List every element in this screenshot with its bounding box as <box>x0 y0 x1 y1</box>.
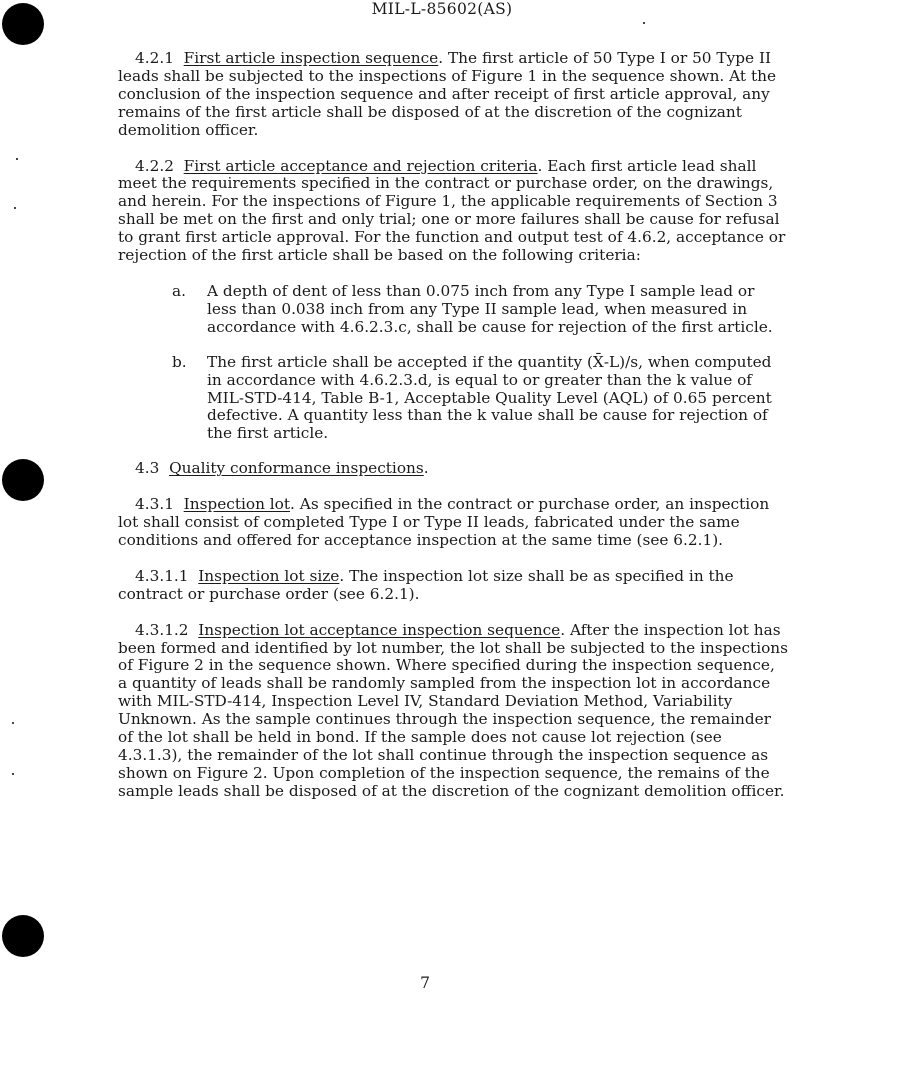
section-number: 4.3.1.1 <box>135 566 189 585</box>
scan-speck <box>12 722 14 724</box>
document-body <box>118 50 788 819</box>
paragraph-4-3-1-2 <box>118 622 788 801</box>
section-title: Inspection lot <box>183 495 291 514</box>
heading-4-3 <box>118 460 788 478</box>
section-number: 4.2.2 <box>135 156 174 175</box>
document-header: MIL-L-85602(AS) <box>371 0 513 18</box>
section-title: Inspection lot acceptance inspection sequence <box>198 620 561 639</box>
section-title: Quality conformance inspections <box>169 459 424 478</box>
criteria-item-a <box>118 283 788 337</box>
section-text: . The inspection lot size shall be as specified in the contract or purchase order (see 6.2.1). <box>118 566 734 603</box>
binder-hole-middle <box>2 459 44 501</box>
scan-speck <box>643 22 645 24</box>
list-label: a. <box>172 281 186 300</box>
list-text: A depth of dent of less than 0.075 inch from any Type I sample lead or less than 0.038 inch from any Type II sample lead, when measured in accordance with 4.6.2.3.c, shall be cause for rejection of the first article. <box>207 281 773 336</box>
section-text: . After the inspection lot has been formed and identified by lot number, the lot shall be subjected to the inspections of Figure 2 in the sequence shown. Where specified during the inspection sequence, a quantity of leads shall be randomly sampled from the inspection lot in accordance with MIL-STD-414, Inspection Level IV, Standard Deviation Method, Variability Unknown. As the sample continues through the inspection sequence, the remainder of the lot shall be held in bond. If the sample does not cause lot rejection (see 4.3.1.3), the remainder of the lot shall continue through the inspection sequence as shown on Figure 2. Upon completion of the inspection sequence, the remains of the sample leads shall be disposed of at the discretion of the cognizant demolition officer. <box>118 620 788 800</box>
paragraph-4-2-2 <box>118 158 788 265</box>
section-text: . The first article of 50 Type I or 50 Type II leads shall be subjected to the inspections of Figure 1 in the sequence shown. At the conclusion of the inspection sequence and after receipt of first article approval, any remains of the first article shall be disposed of at the discretion of the cognizant demolition officer. <box>118 49 776 139</box>
section-number: 4.3.1.2 <box>135 620 189 639</box>
section-number: 4.2.1 <box>135 49 174 67</box>
binder-hole-bottom <box>2 915 44 957</box>
paragraph-4-2-1 <box>118 50 788 140</box>
criteria-item-b <box>118 354 788 444</box>
section-number: 4.3 <box>135 459 160 478</box>
list-label: b. <box>172 352 187 371</box>
list-text: The first article shall be accepted if the quantity (X̄-L)/s, when computed in accordance with 4.6.2.3.d, is equal to or greater than the k value of MIL-STD-414, Table B-1, Acceptable Quality Level (AQL) of 0.65 percent defective. A quantity less than the k value shall be cause for rejection of the first article. <box>207 352 772 443</box>
section-title: Inspection lot size <box>198 566 340 585</box>
section-number: 4.3.1 <box>135 495 174 514</box>
section-text: . Each first article lead shall meet the requirements specified in the contract or purchase order, on the drawings, and herein. For the inspections of Figure 1, the applicable requirements of Section 3 shall be met on the first and only trial; one or more failures shall be cause for refusal to grant first article approval. For the function and output test of 4.6.2, acceptance or rejection of the first article shall be based on the following criteria: <box>118 156 786 265</box>
section-text: . <box>423 459 429 478</box>
page-number: 7 <box>420 974 430 992</box>
paragraph-4-3-1 <box>118 496 788 550</box>
scan-speck <box>14 207 16 209</box>
paragraph-4-3-1-1 <box>118 568 788 604</box>
section-title: First article acceptance and rejection criteria <box>183 156 538 175</box>
section-text: . As specified in the contract or purchase order, an inspection lot shall consist of completed Type I or Type II leads, fabricated under the same conditions and offered for acceptance inspection at the same time (see 6.2.1). <box>118 495 770 549</box>
section-title: First article inspection sequence <box>183 49 439 67</box>
scan-speck <box>12 773 14 775</box>
scan-speck <box>16 158 18 160</box>
